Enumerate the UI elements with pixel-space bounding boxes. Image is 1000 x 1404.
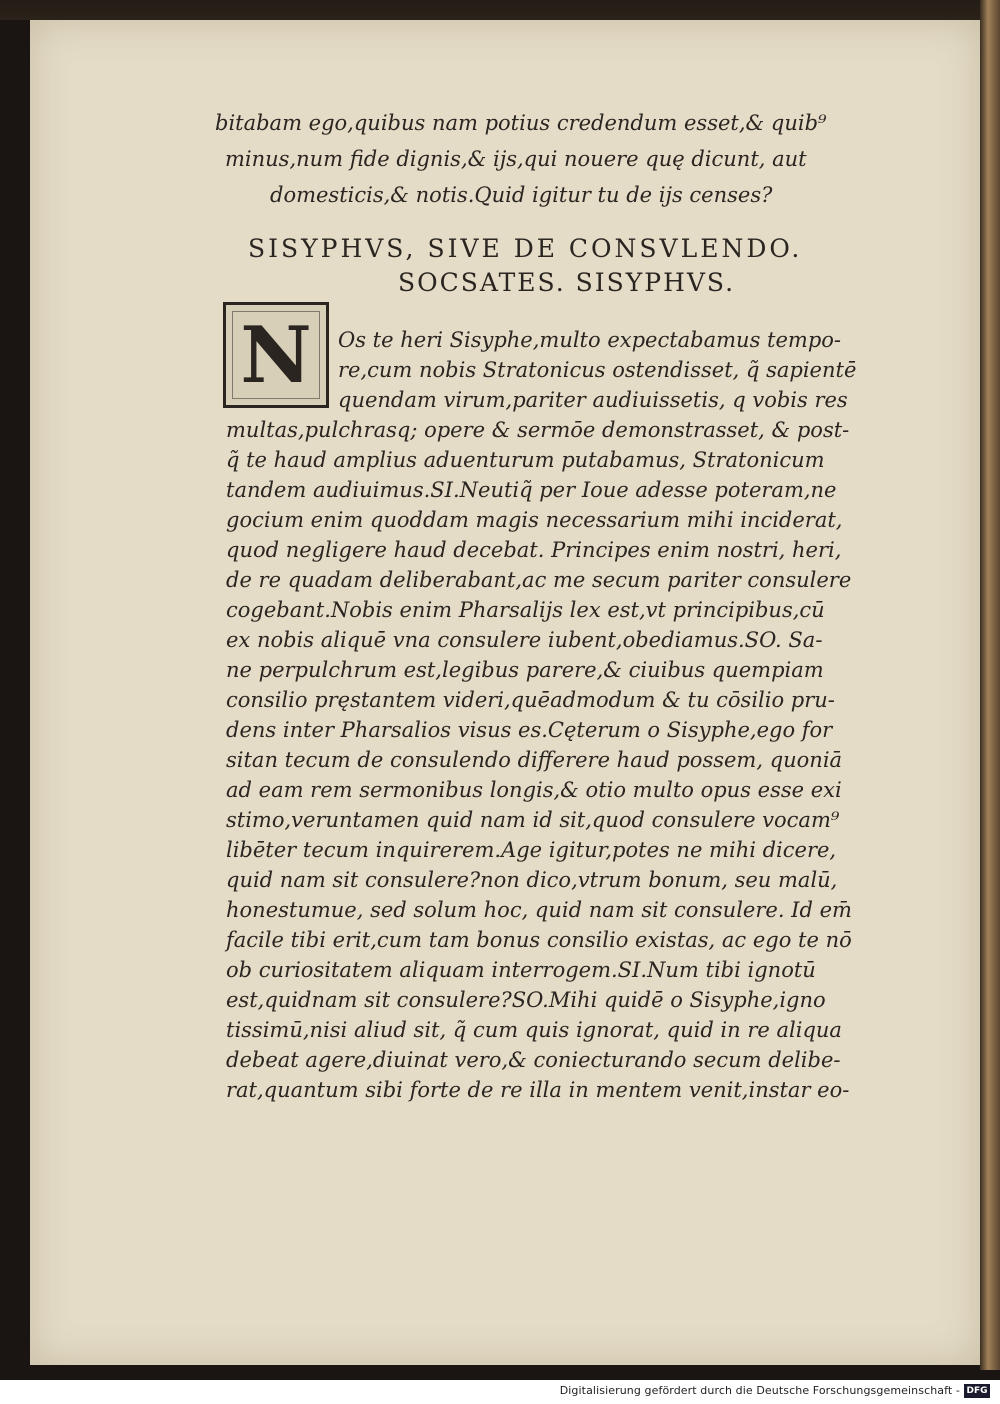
text-line: libēter tecum inquirerem.Age igitur,potes ne mihi dicere,: [226, 838, 837, 862]
text-line: ex nobis aliquē vna consulere iubent,obediamus.SO. Sa-: [226, 628, 823, 652]
text-line: debeat agere,diuinat vero,& coniecturando secum delibe-: [226, 1048, 841, 1072]
chapter-heading-speakers: SOCSATES. SISYPHVS.: [398, 268, 736, 297]
book-page: [30, 20, 980, 1365]
text-line: ne perpulchrum est,legibus parere,& ciuibus quempiam: [226, 658, 824, 682]
text-line: q̃ te haud amplius aduenturum putabamus, Stratonicum: [226, 448, 825, 472]
text-line: re,cum nobis Stratonicus ostendisset, q̃ sapientē: [338, 358, 857, 382]
intro-line: domesticis,& notis.Quid igitur tu de ijs censes?: [270, 183, 773, 207]
text-line: dens inter Pharsalios visus es.Cęterum o Sisyphe,ego for: [226, 718, 833, 742]
text-line: est,quidnam sit consulere?SO.Mihi quidē o Sisyphe,igno: [226, 988, 826, 1012]
text-line: tissimū,nisi aliud sit, q̃ cum quis ignorat, quid in re aliqua: [226, 1018, 842, 1042]
text-line: quid nam sit consulere?non dico,vtrum bonum, seu malū,: [226, 868, 838, 892]
text-line: de re quadam deliberabant,ac me secum pariter consulere: [226, 568, 852, 592]
text-line: stimo,veruntamen quid nam id sit,quod consulere vocam⁹: [226, 808, 840, 832]
text-line: quod negligere haud decebat. Principes enim nostri, heri,: [226, 538, 842, 562]
scan-top-edge: [0, 0, 1000, 20]
text-line: rat,quantum sibi forte de re illa in mentem venit,instar eo-: [226, 1078, 850, 1102]
text-line: consilio pręstantem videri,quēadmodum & tu cōsilio pru-: [226, 688, 835, 712]
text-line: gocium enim quoddam magis necessarium mihi inciderat,: [226, 508, 843, 532]
chapter-heading-title: SISYPHVS, SIVE DE CONSVLENDO.: [248, 234, 803, 263]
text-line: ob curiositatem aliquam interrogem.SI.Num tibi ignotū: [226, 958, 816, 982]
text-line: facile tibi erit,cum tam bonus consilio existas, ac ego te nō: [226, 928, 852, 952]
main-text: [30, 20, 980, 1365]
funding-credit: Digitalisierung gefördert durch die Deutsche Forschungsgemeinschaft -: [559, 1384, 960, 1397]
text-line: tandem audiuimus.SI.Neutiq̃ per Ioue adesse poteram,ne: [226, 478, 837, 502]
text-line: multas,pulchrasq; opere & sermōe demonstrasset, & post-: [226, 418, 850, 442]
intro-line: minus,num fide dignis,& ijs,qui nouere quę dicunt, aut: [225, 147, 807, 171]
text-line: Os te heri Sisyphe,multo expectabamus tempo-: [338, 328, 841, 352]
text-line: honestumue, sed solum hoc, quid nam sit consulere. Id em̄: [226, 898, 852, 922]
book-spine-edge: [980, 0, 1000, 1370]
text-line: ad eam rem sermonibus longis,& otio multo opus esse exi: [226, 778, 842, 802]
text-line: sitan tecum de consulendo differere haud possem, quoniā: [226, 748, 843, 772]
intro-line: bitabam ego,quibus nam potius credendum esset,& quib⁹: [215, 111, 827, 135]
text-line: cogebant.Nobis enim Pharsalijs lex est,vt principibus,cū: [226, 598, 825, 622]
decorated-initial-letter: N: [223, 302, 329, 408]
dfg-logo: DFG: [964, 1384, 990, 1398]
text-line: quendam virum,pariter audiuissetis, q vobis res: [338, 388, 848, 412]
